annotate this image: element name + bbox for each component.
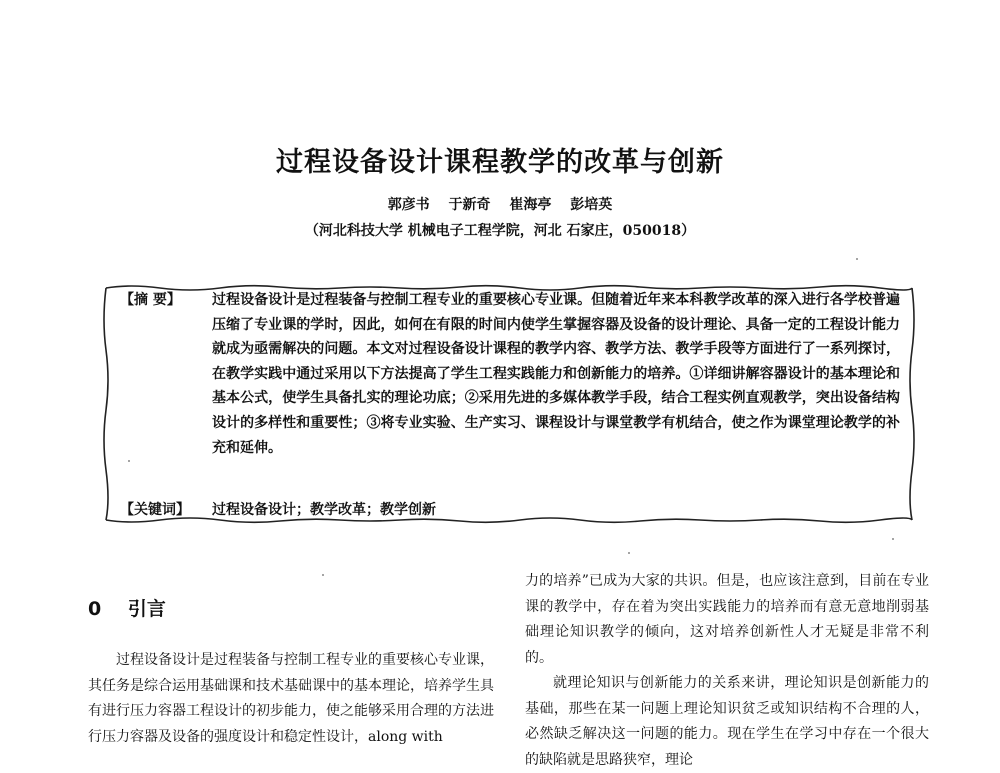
scan-speck — [856, 258, 858, 260]
authors: 郭彦书 于新奇 崔海亭 彭培英 — [387, 197, 613, 213]
section-number: 0 — [88, 598, 102, 620]
section-title: 引言 — [127, 598, 166, 620]
scan-speck — [322, 574, 324, 576]
right-paragraph-2: 就理论知识与创新能力的关系来讲，理论知识是创新能力的基础，那些在某一问题上理论知识贫乏或知识结构不合理的人，必然缺乏解决这一问题的能力。现在学生在学习中存在一个很大的缺陷就是思路狭窄，理论 — [525, 675, 929, 768]
right-paragraph-1: 力的培养”已成为大家的共识。但是，也应该注意到，目前在专业课的教学中，存在着为突出实践能力的培养而有意无意地削弱基础理论知识教学的倾向，这对培养创新性人才无疑是非常不利的。 — [525, 573, 929, 666]
keywords-label: 【关键词】 — [120, 502, 190, 518]
section-heading — [88, 594, 166, 621]
abstract-label: 【摘 要】 — [120, 292, 181, 308]
paper-title: 过程设备设计课程教学的改革与创新 — [276, 147, 724, 178]
abstract-text: 过程设备设计是过程装备与控制工程专业的重要核心专业课。但随着近年来本科教学改革的深入进行各学校普遍压缩了专业课的学时，因此，如何在有限的时间内使学生掌握容器及设备的设计理论、具备一定的工程设计能力就成为亟需解决的问题。本文对过程设备设计课程的教学内容、教学方法、教学手段等方面进行了一系列探讨，在教学实践中通过采用以下方法提高了学生工程实践能力和创新能力的培养。①详细讲解容器设计的基本理论和基本公式，使学生具备扎实的理论功底；②采用先进的多媒体教学手段，结合工程实例直观教学，突出设备结构设计的多样性和重要性；③将专业实验、生产实习、课程设计与课堂教学有机结合，使之作为课堂理论教学的补充和延伸。 — [212, 292, 900, 456]
right-column — [525, 569, 929, 773]
left-column-paragraph: 过程设备设计是过程装备与控制工程专业的重要核心专业课，其任务是综合运用基础课和技术基础课中的基本理论，培养学生具有进行压力容器工程设计的初步能力，使之能够采用合理的方法进行压力容器及设备的强度设计和稳定性设计，along with — [88, 652, 494, 745]
keywords-text: 过程设备设计；教学改革；教学创新 — [212, 502, 436, 518]
affiliation: （河北科技大学 机械电子工程学院，河北 石家庄，050018） — [304, 223, 696, 239]
scan-speck — [128, 460, 130, 462]
scan-speck — [892, 538, 894, 540]
abstract-box — [100, 280, 918, 528]
scan-speck — [628, 552, 630, 554]
